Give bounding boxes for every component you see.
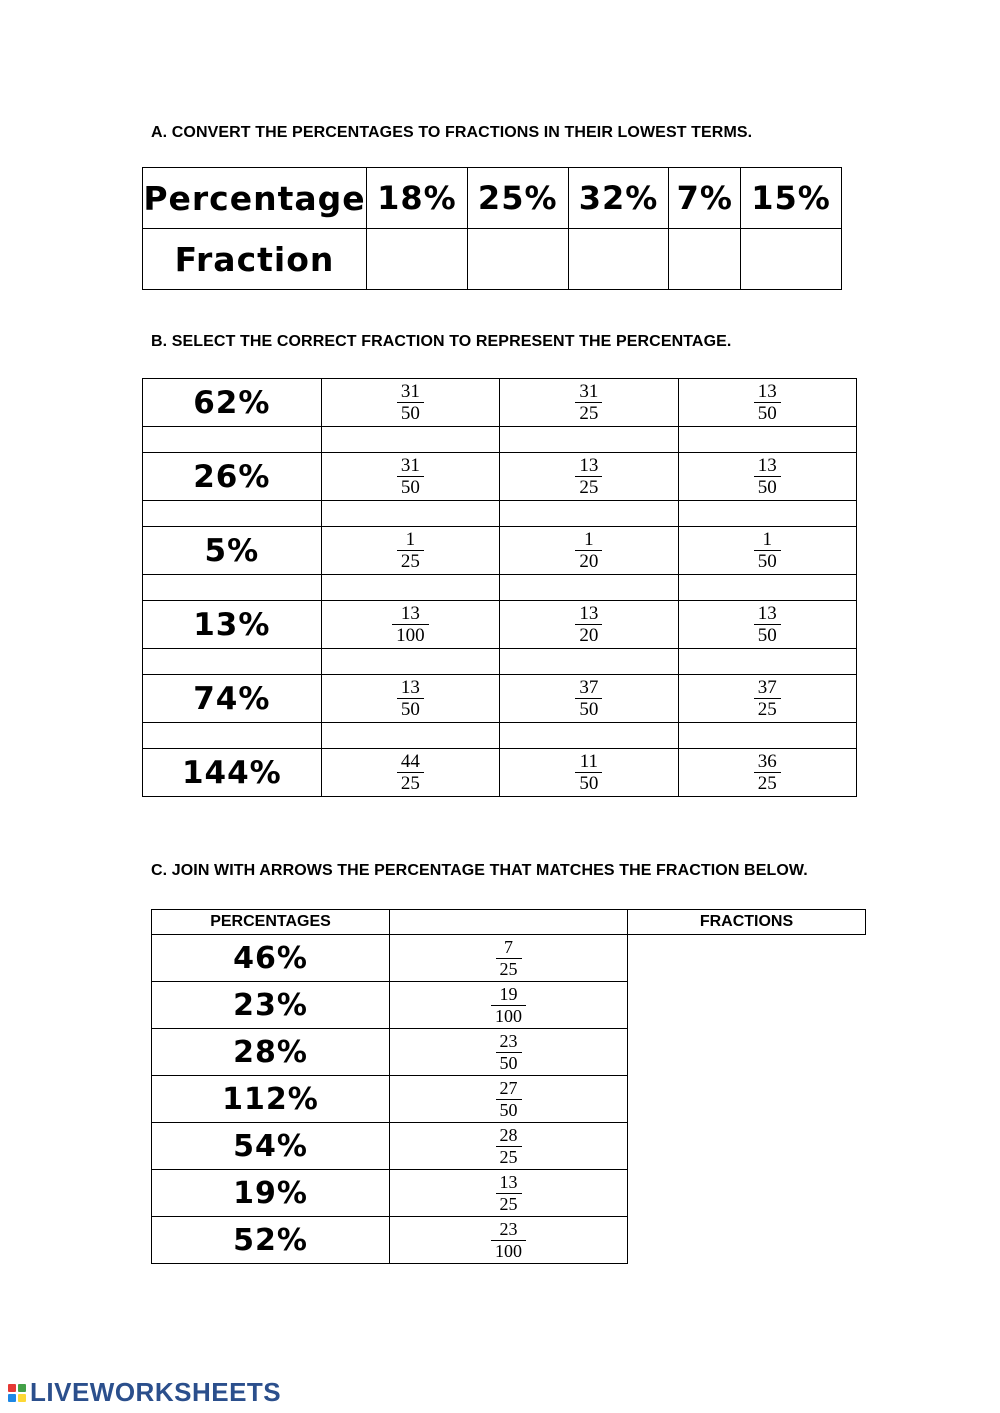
denominator: 25 (575, 402, 602, 424)
logo-text: LIVEWORKSHEETS (30, 1377, 282, 1407)
numerator: 13 (757, 603, 777, 624)
fraction (491, 984, 526, 1027)
spacer-row (143, 575, 857, 601)
fraction (397, 381, 424, 424)
fraction (754, 751, 781, 794)
numerator: 13 (757, 455, 777, 476)
match-fraction[interactable] (390, 1170, 628, 1217)
numerator: 13 (579, 455, 599, 476)
match-row (152, 1029, 866, 1076)
fraction (575, 677, 602, 720)
match-fraction[interactable] (390, 1029, 628, 1076)
percentage-cell: 25% (467, 168, 568, 229)
denominator: 50 (575, 698, 602, 720)
numerator: 1 (762, 529, 773, 550)
denominator: 50 (397, 476, 424, 498)
section-c-table (151, 909, 866, 1264)
denominator: 100 (491, 1005, 526, 1027)
question-row (143, 379, 857, 427)
fraction (575, 381, 602, 424)
fraction-answer-cell[interactable] (669, 229, 741, 290)
denominator: 25 (575, 476, 602, 498)
fraction-option[interactable] (678, 527, 856, 575)
percentage-row (143, 168, 842, 229)
percentage-cell: 7% (669, 168, 741, 229)
question-percentage: 144% (143, 749, 322, 797)
question-row (143, 601, 857, 649)
question-percentage: 13% (143, 601, 322, 649)
fraction-row (143, 229, 842, 290)
fraction-option[interactable] (678, 749, 856, 797)
numerator: 13 (579, 603, 599, 624)
section-a-table (142, 167, 842, 290)
percentage-row-label: Percentage (143, 168, 367, 229)
denominator: 25 (754, 698, 781, 720)
numerator: 36 (757, 751, 777, 772)
match-percentage[interactable]: 23% (152, 982, 390, 1029)
denominator: 25 (496, 1193, 522, 1215)
match-percentage[interactable]: 46% (152, 935, 390, 982)
fraction (397, 677, 424, 720)
numerator: 37 (579, 677, 599, 698)
fraction (754, 677, 781, 720)
fraction (496, 1031, 522, 1074)
numerator: 31 (579, 381, 599, 402)
denominator: 50 (754, 402, 781, 424)
fraction-option[interactable] (500, 675, 678, 723)
fraction-option[interactable] (321, 527, 499, 575)
denominator: 50 (496, 1052, 522, 1074)
question-row (143, 675, 857, 723)
fraction-answer-cell[interactable] (568, 229, 669, 290)
match-row (152, 1076, 866, 1123)
denominator: 25 (754, 772, 781, 794)
match-fraction[interactable] (390, 1217, 628, 1264)
fraction (754, 603, 781, 646)
numerator: 1 (405, 529, 416, 550)
numerator: 1 (584, 529, 594, 550)
fraction (575, 529, 602, 572)
numerator: 11 (579, 751, 598, 772)
numerator: 7 (504, 936, 513, 957)
fraction-row-label: Fraction (143, 229, 367, 290)
denominator: 100 (392, 624, 429, 646)
fraction-option[interactable] (678, 453, 856, 501)
fraction (754, 381, 781, 424)
spacer-row (143, 649, 857, 675)
numerator: 44 (400, 751, 420, 772)
question-percentage: 5% (143, 527, 322, 575)
numerator: 13 (757, 381, 777, 402)
fraction-option[interactable] (678, 379, 856, 427)
fraction-option[interactable] (678, 675, 856, 723)
liveworksheets-logo (8, 1377, 281, 1408)
arrow-drawing-area[interactable] (390, 910, 628, 935)
question-percentage: 62% (143, 379, 322, 427)
fraction-option[interactable] (321, 379, 499, 427)
fraction (496, 1078, 522, 1121)
numerator: 37 (757, 677, 777, 698)
fraction (397, 529, 424, 572)
match-fraction[interactable] (390, 935, 628, 982)
fraction-option[interactable] (500, 601, 678, 649)
match-fraction[interactable] (390, 1123, 628, 1170)
fraction (491, 1219, 526, 1262)
match-fraction[interactable] (390, 982, 628, 1029)
fraction (575, 751, 602, 794)
fraction (392, 603, 429, 646)
fraction (754, 529, 781, 572)
question-row (143, 453, 857, 501)
percentage-cell: 32% (568, 168, 669, 229)
denominator: 50 (496, 1099, 522, 1121)
fraction-option[interactable] (321, 601, 499, 649)
section-c-heading: C. JOIN WITH ARROWS THE PERCENTAGE THAT MATCHES THE FRACTION BELOW. (151, 862, 808, 879)
denominator: 50 (754, 550, 781, 572)
denominator: 25 (397, 550, 424, 572)
fraction (754, 455, 781, 498)
match-fraction[interactable] (390, 1076, 628, 1123)
fraction-option[interactable] (500, 379, 678, 427)
section-a-heading: A. CONVERT THE PERCENTAGES TO FRACTIONS IN THEIR LOWEST TERMS. (151, 124, 753, 141)
denominator: 50 (754, 624, 781, 646)
logo-icon (8, 1384, 26, 1402)
fraction-answer-cell[interactable] (741, 229, 842, 290)
question-percentage: 74% (143, 675, 322, 723)
match-row (152, 935, 866, 982)
match-percentage[interactable]: 28% (152, 1029, 390, 1076)
fraction-option[interactable] (321, 749, 499, 797)
fraction (575, 603, 602, 646)
denominator: 25 (496, 1146, 522, 1168)
spacer-row (143, 723, 857, 749)
match-row (152, 982, 866, 1029)
fraction (496, 1172, 522, 1215)
fraction-option[interactable] (321, 675, 499, 723)
fraction (496, 1125, 522, 1168)
fraction-option[interactable] (678, 601, 856, 649)
match-row (152, 1170, 866, 1217)
spacer-row (143, 427, 857, 453)
percentage-cell: 18% (367, 168, 468, 229)
section-b-table (142, 378, 857, 797)
fraction (496, 937, 522, 980)
numerator: 13 (400, 677, 420, 698)
denominator: 25 (496, 958, 522, 980)
fraction-option[interactable] (500, 527, 678, 575)
match-percentage[interactable]: 19% (152, 1170, 390, 1217)
match-row (152, 1217, 866, 1264)
match-percentage[interactable]: 112% (152, 1076, 390, 1123)
denominator: 50 (754, 476, 781, 498)
fraction-answer-cell[interactable] (467, 229, 568, 290)
question-row (143, 749, 857, 797)
numerator: 13 (499, 1171, 518, 1192)
spacer-row (143, 501, 857, 527)
match-percentage[interactable]: 54% (152, 1123, 390, 1170)
fraction-option[interactable] (500, 749, 678, 797)
fraction-answer-cell[interactable] (367, 229, 468, 290)
denominator: 20 (575, 624, 602, 646)
numerator: 19 (499, 983, 518, 1004)
denominator: 50 (397, 402, 424, 424)
numerator: 27 (499, 1077, 518, 1098)
denominator: 20 (575, 550, 602, 572)
fraction-option[interactable] (321, 453, 499, 501)
percentage-cell: 15% (741, 168, 842, 229)
numerator: 28 (499, 1124, 518, 1145)
fraction (575, 455, 602, 498)
denominator: 100 (491, 1240, 526, 1262)
numerator: 23 (499, 1030, 518, 1051)
denominator: 50 (575, 772, 602, 794)
numerator: 23 (499, 1218, 518, 1239)
question-row (143, 527, 857, 575)
denominator: 50 (397, 698, 424, 720)
section-b-heading: B. SELECT THE CORRECT FRACTION TO REPRESENT THE PERCENTAGE. (151, 333, 732, 350)
match-percentage[interactable]: 52% (152, 1217, 390, 1264)
denominator: 25 (397, 772, 424, 794)
fraction (397, 751, 424, 794)
numerator: 31 (400, 381, 420, 402)
question-percentage: 26% (143, 453, 322, 501)
numerator: 13 (400, 603, 420, 624)
fractions-column-header: FRACTIONS (628, 910, 866, 935)
match-row (152, 1123, 866, 1170)
fraction (397, 455, 424, 498)
numerator: 31 (400, 455, 420, 476)
percentages-column-header: PERCENTAGES (152, 910, 390, 935)
fraction-option[interactable] (500, 453, 678, 501)
